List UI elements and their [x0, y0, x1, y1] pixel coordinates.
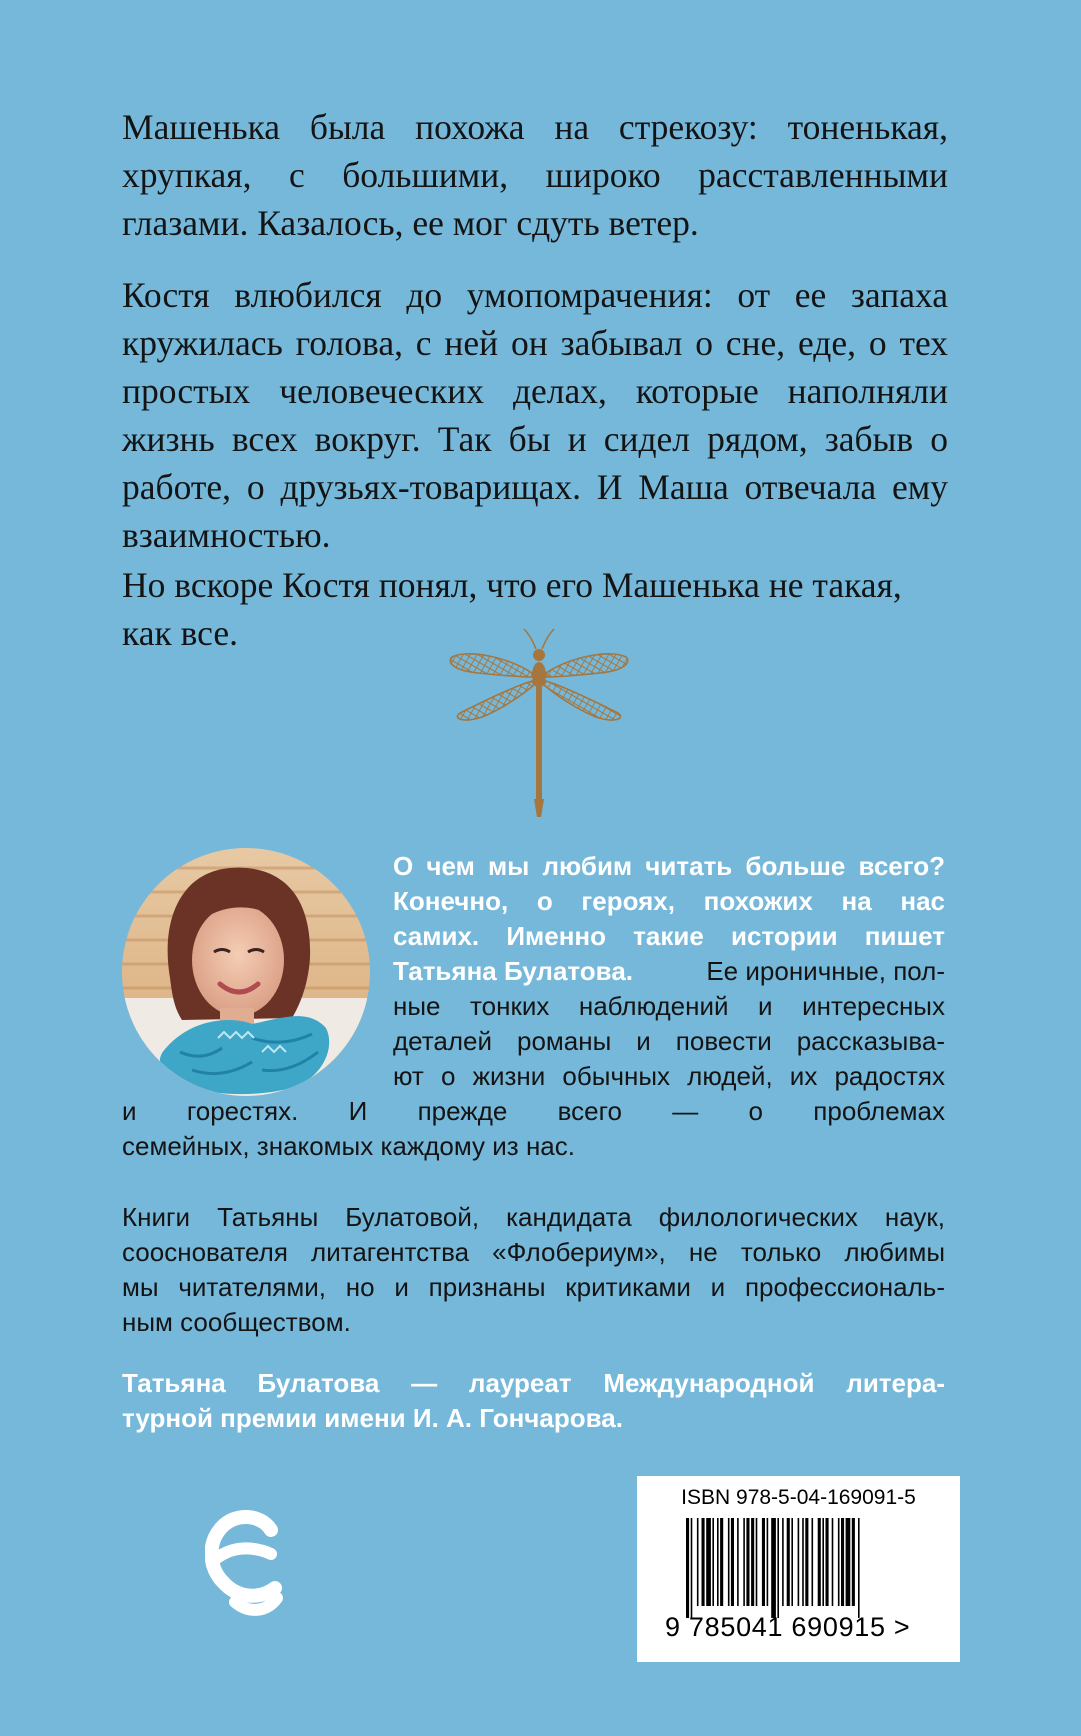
blurb-text-3: Но вскоре Костя понял, что его Машенька не такая, как все.: [122, 565, 902, 653]
author-photo: [122, 848, 370, 1096]
books-line-4: ным сообществом.: [122, 1307, 351, 1337]
barcode-bar: [838, 1518, 840, 1606]
barcode-bar: [706, 1518, 711, 1606]
publisher-logo-icon: [205, 1502, 283, 1620]
author-intro-continued: [122, 1094, 945, 1164]
barcode-bar: [798, 1518, 800, 1606]
intro-line-6: деталей романы и повести рассказыва-: [393, 1026, 945, 1056]
blurb-text-2: Костя влюбился до умопомрачения: от ее запаха кружилась голова, с ней он забывал о сне, еде, о тех простых человеческих делах, которые наполняли жизнь всех вокруг. Так бы и сидел рядом, забыв о работе, о друзьях-товарищах. И Маша отвечала ему взаимностью.: [122, 275, 948, 555]
barcode-bar: [777, 1518, 779, 1618]
barcode-bar: [762, 1518, 765, 1606]
barcode-bar: [791, 1518, 793, 1606]
barcode-bar: [841, 1518, 844, 1606]
intro-line-1: О чем мы любим читать больше всего?: [393, 851, 945, 881]
intro-line-8: и горестях. И прежде всего — о проблемах: [122, 1096, 945, 1126]
books-line-1: Книги Татьяны Булатовой, кандидата филологических наук,: [122, 1202, 945, 1232]
laureate-line-2: турной премии имени И. А. Гончарова.: [122, 1403, 623, 1433]
books-paragraph: [122, 1200, 945, 1340]
books-line-2: сооснователя литагентства «Флобериум», не только любимы: [122, 1237, 945, 1267]
intro-line-7: ют о жизни обычных людей, их радостях: [393, 1061, 945, 1091]
barcode-bar: [858, 1518, 860, 1618]
barcode-bar: [720, 1518, 723, 1606]
barcode-bar: [822, 1518, 824, 1606]
intro-line-9: семейных, знакомых каждому из нас.: [122, 1131, 575, 1161]
intro-line-4: [393, 954, 945, 989]
barcode-bar: [743, 1518, 745, 1606]
barcode-bar: [771, 1518, 776, 1618]
blurb-paragraph-2: [122, 271, 948, 559]
barcode-bar: [728, 1518, 730, 1606]
barcode-bar: [802, 1518, 804, 1606]
barcode-bar: [852, 1518, 855, 1606]
barcode-bar: [731, 1518, 734, 1606]
author-intro: [393, 849, 945, 1094]
barcode-bar: [826, 1518, 829, 1606]
intro-line-4-tail: Ее ироничные, пол-: [706, 956, 945, 986]
laureate-paragraph: [122, 1366, 945, 1436]
dragonfly-icon: [448, 627, 630, 817]
barcode-bar: [686, 1518, 689, 1618]
barcode-digits: 9 785041 690915 >: [665, 1612, 911, 1642]
barcode-bar: [746, 1518, 749, 1606]
barcode-bar: [832, 1518, 834, 1606]
isbn-barcode-box: [637, 1476, 960, 1662]
barcode-bar: [702, 1518, 705, 1606]
books-line-3: мы читателями, но и признаны критиками и профессиональ-: [122, 1272, 945, 1302]
barcode-bar: [818, 1518, 821, 1606]
barcode-bar: [805, 1518, 808, 1606]
barcode-bar: [846, 1518, 851, 1606]
isbn-label: ISBN 978-5-04-169091-5: [681, 1486, 916, 1509]
barcode-bar: [691, 1518, 693, 1618]
intro-line-5: ные тонких наблюдений и интересных: [393, 991, 945, 1021]
author-name-highlight: Татьяна Булатова.: [393, 956, 634, 986]
intro-line-3: самих. Именно такие истории пишет: [393, 921, 945, 951]
barcode-bar: [756, 1518, 758, 1606]
barcode-bar: [737, 1518, 739, 1606]
laureate-line-1: Татьяна Булатова — лауреат Международной литера-: [122, 1368, 945, 1398]
barcode-bar: [787, 1518, 790, 1606]
barcode-bar: [767, 1518, 769, 1606]
barcode-bar: [717, 1518, 719, 1606]
barcode-bar: [712, 1518, 714, 1606]
blurb-paragraph-1: [122, 103, 948, 247]
barcode-bar: [812, 1518, 814, 1606]
blurb-text-1: Машенька была похожа на стрекозу: тоненькая, хрупкая, с большими, широко расставленными глазами. Казалось, ее мог сдуть ветер.: [122, 107, 948, 243]
barcode-bar: [751, 1518, 754, 1606]
barcode-bar: [782, 1518, 784, 1606]
barcode-bar: [697, 1518, 699, 1606]
barcode-bars: [686, 1518, 906, 1618]
intro-line-2: Конечно, о героях, похожих на нас: [393, 886, 945, 916]
